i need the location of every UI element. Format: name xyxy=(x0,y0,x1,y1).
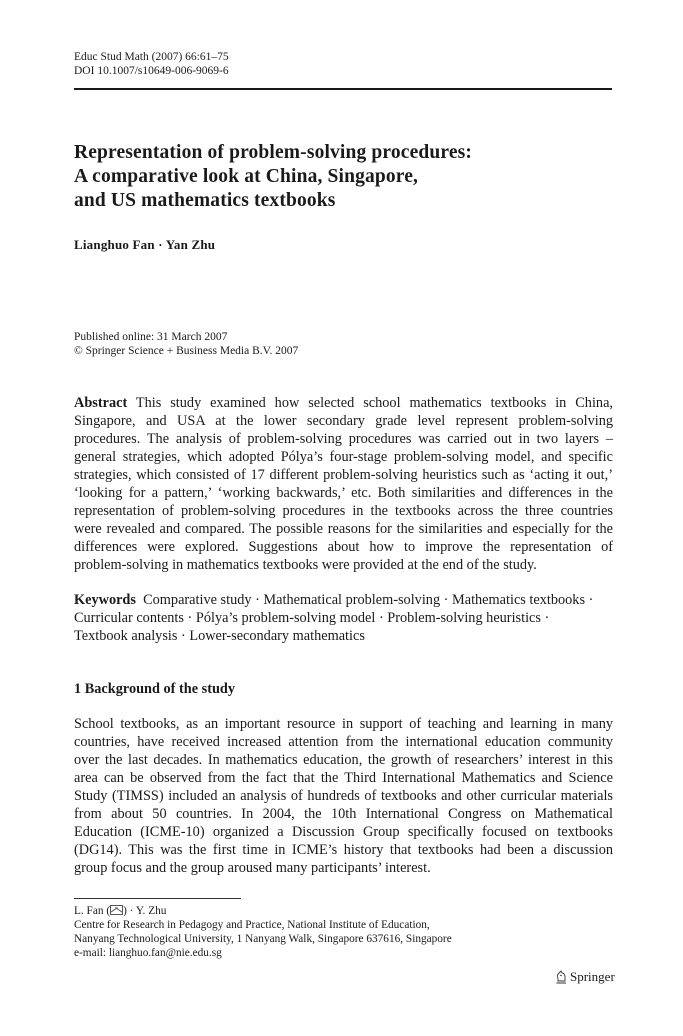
abstract-line: general strategies, which adopted Pólya’s four-stage problem-solving model, and specific xyxy=(74,449,613,465)
abstract-line: problem-solving in mathematics textbooks were provided at the end of the study. xyxy=(74,557,537,573)
springer-knight-icon xyxy=(555,970,567,984)
body-line: School textbooks, as an important resource in support of teaching and learning in many xyxy=(74,716,613,732)
body-paragraph xyxy=(74,715,613,877)
journal-citation: Educ Stud Math (2007) 66:61–75 xyxy=(74,51,229,63)
keywords-line: Curricular contents · Pólya’s problem-solving model · Problem-solving heuristics · xyxy=(74,610,550,626)
abstract-label: Abstract xyxy=(74,395,128,411)
abstract-line: Singapore, and USA at the lower secondary grade level represent problem-solving xyxy=(74,413,613,429)
authors: Lianghuo Fan · Yan Zhu xyxy=(74,237,216,252)
paper-title xyxy=(74,141,613,213)
publisher-name: Springer xyxy=(570,969,615,984)
body-line: over the last decades. In mathematics education, the growth of researchers’ interest in this xyxy=(74,752,613,768)
publisher-logo xyxy=(555,969,615,985)
body-line: area can be observed from the fact that the Third International Mathematics and Science xyxy=(74,770,613,786)
published-date: Published online: 31 March 2007 xyxy=(74,331,228,343)
footnote-authors: L. Fan ( ) · Y. Zhu xyxy=(74,905,167,917)
abstract-line: representation of problem-solving procedures in the textbooks across the three countries xyxy=(74,503,613,519)
abstract-line: strategies, which consisted of 17 different problem-solving heuristics such as ‘acting it out,’ xyxy=(74,467,613,483)
doi: DOI 10.1007/s10649-006-9069-6 xyxy=(74,65,229,77)
envelope-icon xyxy=(110,905,123,915)
abstract-line: were revealed and compared. The possible reasons for the similarities and especially for the xyxy=(74,521,613,537)
abstract xyxy=(74,394,613,574)
title-line: A comparative look at China, Singapore, xyxy=(74,166,419,187)
copyright: © Springer Science + Business Media B.V. 2007 xyxy=(74,345,299,357)
body-line: Education (ICME-10) organized a Discussion Group specifically focused on textbooks xyxy=(74,824,613,840)
footnote-rule xyxy=(74,898,241,899)
affiliation-line: Nanyang Technological University, 1 Nanyang Walk, Singapore 637616, Singapore xyxy=(74,933,452,945)
keywords xyxy=(74,591,613,645)
journal-header xyxy=(74,50,613,78)
header-rule xyxy=(74,88,612,90)
abstract-line: ‘looking for a pattern,’ ‘working backwards,’ etc. Both similarities and differences in the xyxy=(74,485,613,501)
publication-info xyxy=(74,330,613,358)
body-line: Study (TIMSS) included an analysis of hundreds of textbooks and other curricular materials xyxy=(74,788,613,804)
affiliation-line: Centre for Research in Pedagogy and Practice, National Institute of Education, xyxy=(74,919,430,931)
body-line: group focus and the group aroused many participants’ interest. xyxy=(74,860,431,876)
title-line: and US mathematics textbooks xyxy=(74,190,336,211)
author-email: e-mail: lianghuo.fan@nie.edu.sg xyxy=(74,947,222,959)
body-line: countries, have received increased attention from the international education community xyxy=(74,734,613,750)
body-line: (DG14). This was the first time in ICME’s history that textbooks had been a discussion xyxy=(74,842,613,858)
abstract-line: differences were explored. Suggestions about how to improve the representation of xyxy=(74,539,613,555)
title-line: Representation of problem-solving procedures: xyxy=(74,142,473,163)
keywords-line: Textbook analysis · Lower-secondary mathematics xyxy=(74,628,365,644)
section-heading: 1 Background of the study xyxy=(74,681,236,697)
abstract-line: procedures. The analysis of problem-solving procedures was carried out in two layers – xyxy=(74,431,613,447)
abstract-line: Abstract This study examined how selected school mathematics textbooks in China, xyxy=(74,395,613,411)
keywords-line: Keywords Comparative study · Mathematical problem-solving · Mathematics textbooks · xyxy=(74,592,594,608)
keywords-label: Keywords xyxy=(74,592,136,608)
body-line: from about 50 countries. In 2004, the 10th International Congress on Mathematical xyxy=(74,806,613,822)
author-footnote xyxy=(74,904,613,960)
